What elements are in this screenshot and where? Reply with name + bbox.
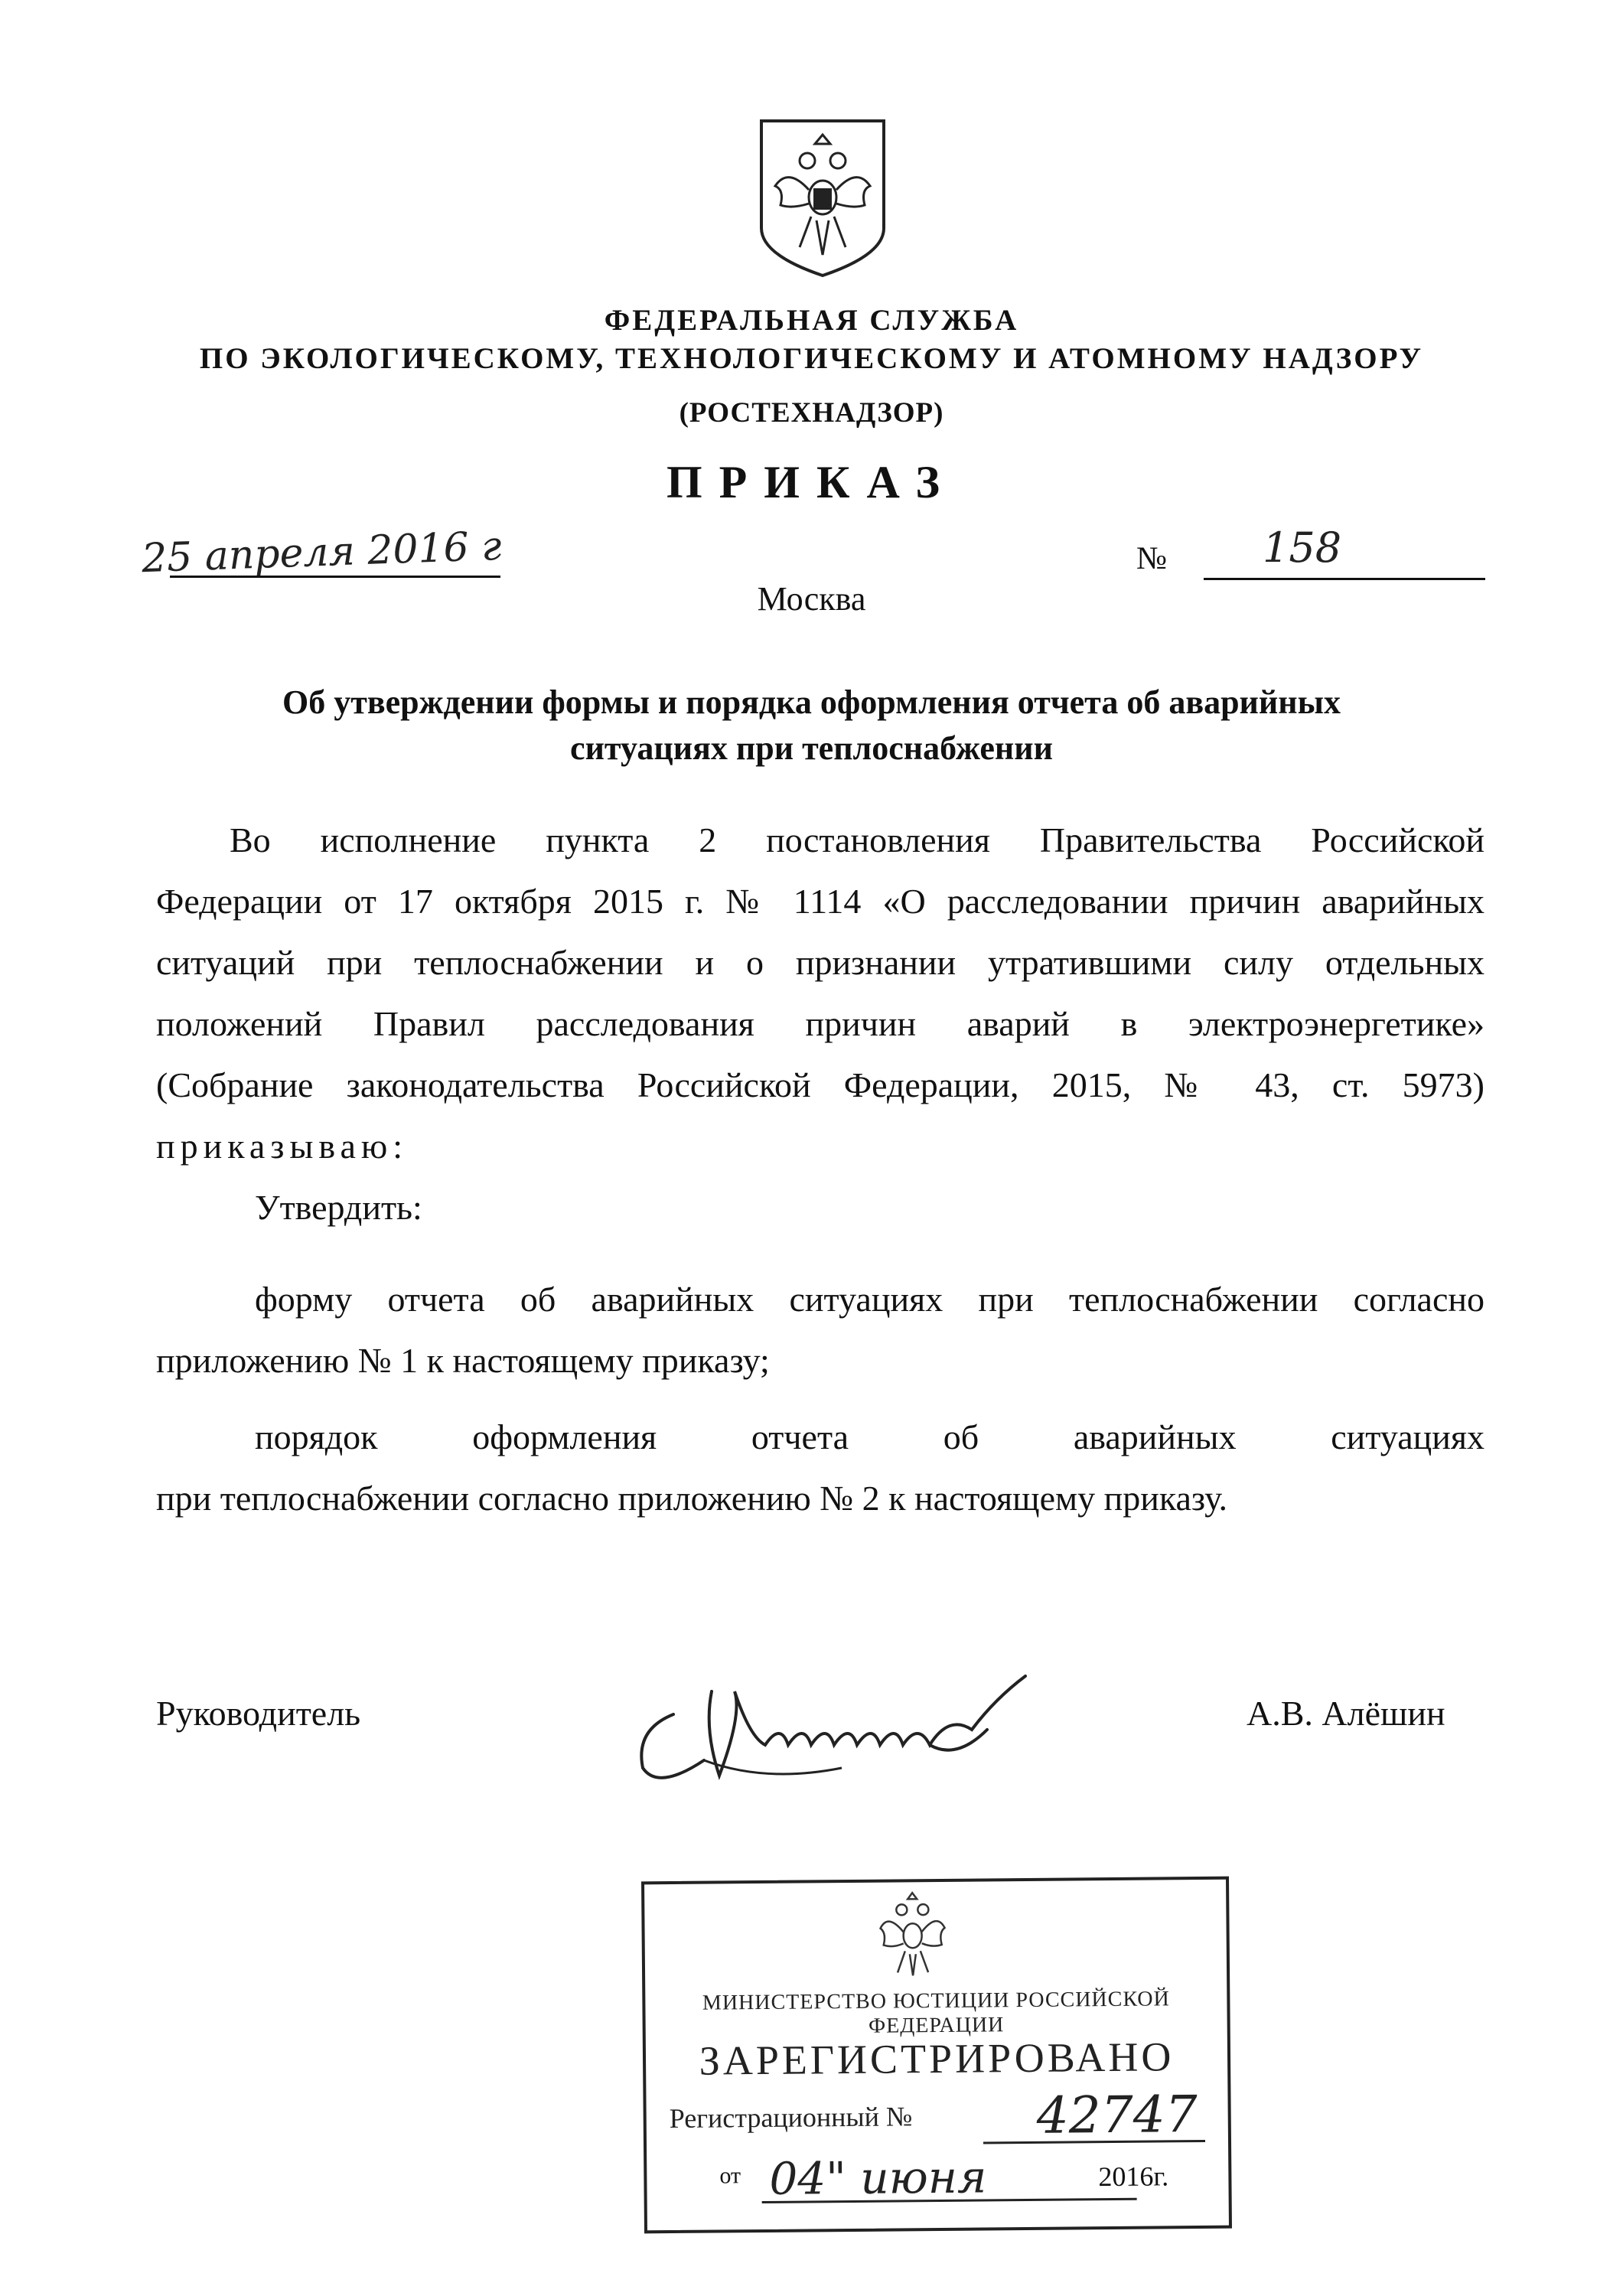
paragraph-line: приложению № 1 к настоящему приказу; xyxy=(156,1341,770,1380)
registration-stamp xyxy=(641,1877,1232,2234)
stamp-reg-number: 42747 xyxy=(1036,2085,1198,2145)
paragraph-line: порядок оформления отчета об аварийных ситуациях xyxy=(255,1417,1484,1456)
agency-name-line1: ФЕДЕРАЛЬНАЯ СЛУЖБА xyxy=(604,304,1019,337)
paragraph-line: Во исполнение пункта 2 постановления Правительства Российской xyxy=(230,820,1484,859)
stamp-registered: ЗАРЕГИСТРИРОВАНО xyxy=(699,2033,1175,2084)
document-title-line2: ситуациях при теплоснабжении xyxy=(570,729,1053,767)
order-number: 158 xyxy=(1263,523,1342,572)
agency-name-line2: ПО ЭКОЛОГИЧЕСКОМУ, ТЕХНОЛОГИЧЕСКОМУ И АТОМНОМУ НАДЗОРУ xyxy=(199,342,1424,375)
paragraph-line: Федерации от 17 октября 2015 г. № 1114 «О расследовании причин аварийных xyxy=(156,882,1484,921)
stamp-date: 04" июня xyxy=(769,2151,987,2205)
paragraph-line: при теплоснабжении согласно приложению № 2 к настоящему приказу. xyxy=(156,1479,1228,1518)
stamp-emblem-icon xyxy=(874,1890,951,1981)
stamp-reg-label: Регистрационный № xyxy=(669,2101,913,2135)
paragraph-line: ситуаций при теплоснабжении и о признании утратившими силу отдельных xyxy=(156,943,1484,982)
order-number-label: № xyxy=(1136,541,1168,576)
order-date: 25 апреля 2016 г xyxy=(141,523,503,582)
paragraph-line: форму отчета об аварийных ситуациях при теплоснабжении согласно xyxy=(255,1280,1484,1319)
date-underline xyxy=(170,576,500,578)
stamp-year: 2016г. xyxy=(1098,2161,1169,2193)
agency-short-name: (РОСТЕХНАДЗОР) xyxy=(679,397,944,429)
handwritten-signature xyxy=(627,1645,1056,1799)
document-title-line1: Об утверждении формы и порядка оформления отчета об аварийных xyxy=(282,683,1341,721)
stamp-from-label: от xyxy=(719,2163,741,2189)
stamp-ministry: МИНИСТЕРСТВО ЮСТИЦИИ РОССИЙСКОЙ ФЕДЕРАЦИИ xyxy=(702,1987,1170,2038)
city: Москва xyxy=(757,580,866,618)
paragraph-line: Утвердить: xyxy=(255,1188,422,1227)
coat-of-arms-icon xyxy=(746,113,899,282)
paragraph-line: (Собрание законодательства Российской Федерации, 2015, № 43, ст. 5973) xyxy=(156,1065,1484,1104)
signer-position: Руководитель xyxy=(156,1694,361,1733)
signer-name: А.В. Алёшин xyxy=(1247,1694,1445,1733)
paragraph-line: приказываю: xyxy=(156,1127,409,1166)
document-type: ПРИКАЗ xyxy=(666,457,957,507)
paragraph-line: положений Правил расследования причин аварий в электроэнергетике» xyxy=(156,1004,1484,1043)
